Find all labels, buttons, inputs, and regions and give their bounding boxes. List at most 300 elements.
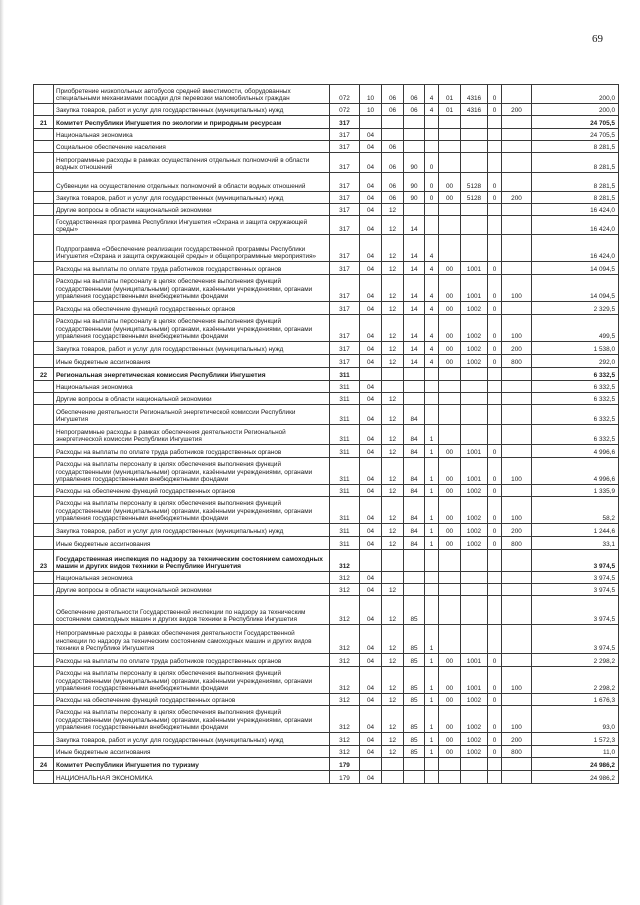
code-subsection: 12	[382, 216, 404, 235]
code-subsection: 12	[382, 425, 404, 445]
code-group	[439, 572, 461, 584]
code-expense-type: 200	[502, 192, 532, 204]
code-subsection: 06	[382, 141, 404, 153]
code-ministry: 311	[330, 445, 360, 458]
code-group	[439, 771, 461, 784]
row-name: Национальная экономика	[54, 381, 330, 393]
row-name: Субвенции на осуществление отдельных полномочий в области водных отношений	[54, 173, 330, 192]
code-section: 04	[360, 625, 382, 654]
code-subprogram: 4	[425, 262, 439, 275]
row-index	[34, 425, 54, 445]
code-expense-type	[502, 204, 532, 216]
table-row	[34, 85, 619, 104]
code-expense-type	[502, 173, 532, 192]
code-expense-type: 200	[502, 342, 532, 355]
row-name: Расходы на обеспечение функций государственных органов	[54, 694, 330, 706]
code-ministry: 311	[330, 524, 360, 537]
code-subprogram: 4	[425, 355, 439, 368]
row-amount: 24 986,2	[532, 771, 619, 784]
row-index	[34, 667, 54, 694]
code-subprogram	[425, 204, 439, 216]
row-name: Комитет Республики Ингушетия по экологии и природным ресурсам	[54, 116, 330, 129]
row-name: Обеспечение деятельности Государственной инспекции по надзору за техническим состоянием самоходных машин и других видов техники в Республике Ингушетия	[54, 596, 330, 625]
code-subprogram: 1	[425, 445, 439, 458]
code-program: 14	[404, 355, 425, 368]
code-section: 04	[360, 572, 382, 584]
row-index	[34, 625, 54, 654]
row-amount: 3 974,5	[532, 550, 619, 572]
code-ministry: 311	[330, 497, 360, 524]
budget-table	[33, 84, 619, 784]
code-ministry: 072	[330, 104, 360, 116]
code-subsection: 12	[382, 584, 404, 596]
code-digit: 0	[488, 497, 502, 524]
code-program: 14	[404, 275, 425, 302]
code-group	[439, 141, 461, 153]
code-ministry: 312	[330, 584, 360, 596]
code-digit: 0	[488, 694, 502, 706]
code-program	[404, 116, 425, 129]
code-group	[439, 381, 461, 393]
row-amount: 14 094,5	[532, 275, 619, 302]
code-group	[439, 625, 461, 654]
code-digit	[488, 129, 502, 141]
code-section: 04	[360, 706, 382, 733]
code-program	[404, 141, 425, 153]
code-ministry: 317	[330, 302, 360, 315]
table-row	[34, 262, 619, 275]
code-program: 85	[404, 706, 425, 733]
row-index	[34, 458, 54, 485]
code-section: 04	[360, 262, 382, 275]
code-program: 14	[404, 262, 425, 275]
code-expense-type: 800	[502, 355, 532, 368]
code-subprogram: 1	[425, 746, 439, 758]
code-ministry: 179	[330, 771, 360, 784]
code-digit: 0	[488, 667, 502, 694]
row-amount: 16 424,0	[532, 216, 619, 235]
code-section: 04	[360, 596, 382, 625]
row-amount: 8 281,5	[532, 173, 619, 192]
code-subprogram	[425, 381, 439, 393]
code-direction	[461, 235, 488, 262]
code-group	[439, 129, 461, 141]
code-direction	[461, 572, 488, 584]
code-subsection: 12	[382, 485, 404, 497]
code-expense-type	[502, 485, 532, 497]
table-row	[34, 216, 619, 235]
row-amount: 3 974,5	[532, 572, 619, 584]
code-program	[404, 381, 425, 393]
row-index	[34, 733, 54, 746]
code-subsection: 12	[382, 342, 404, 355]
code-direction: 4316	[461, 104, 488, 116]
code-direction	[461, 116, 488, 129]
code-expense-type	[502, 85, 532, 104]
code-ministry: 311	[330, 458, 360, 485]
code-digit	[488, 771, 502, 784]
code-group: 00	[439, 537, 461, 550]
code-program: 06	[404, 85, 425, 104]
code-group: 00	[439, 458, 461, 485]
code-subprogram	[425, 596, 439, 625]
table-row	[34, 235, 619, 262]
code-subsection: 12	[382, 537, 404, 550]
code-subprogram: 0	[425, 192, 439, 204]
code-subsection: 12	[382, 355, 404, 368]
row-index	[34, 315, 54, 342]
code-direction	[461, 129, 488, 141]
code-subprogram: 1	[425, 537, 439, 550]
table-row	[34, 141, 619, 153]
code-ministry: 312	[330, 572, 360, 584]
code-section: 04	[360, 235, 382, 262]
code-expense-type	[502, 302, 532, 315]
code-subsection: 12	[382, 405, 404, 425]
row-name: Другие вопросы в области национальной экономики	[54, 204, 330, 216]
code-program	[404, 204, 425, 216]
code-digit: 0	[488, 485, 502, 497]
code-subprogram: 1	[425, 497, 439, 524]
row-index	[34, 355, 54, 368]
table-row	[34, 405, 619, 425]
budget-table-body	[34, 85, 619, 784]
code-group: 00	[439, 667, 461, 694]
table-row	[34, 654, 619, 667]
code-expense-type	[502, 445, 532, 458]
row-name: НАЦИОНАЛЬНАЯ ЭКОНОМИКА	[54, 771, 330, 784]
code-ministry: 311	[330, 485, 360, 497]
row-index	[34, 153, 54, 173]
code-direction	[461, 771, 488, 784]
row-amount: 4 996,6	[532, 458, 619, 485]
code-direction: 1002	[461, 524, 488, 537]
row-index	[34, 381, 54, 393]
code-program: 84	[404, 524, 425, 537]
code-subprogram	[425, 771, 439, 784]
code-direction	[461, 393, 488, 405]
code-subprogram: 4	[425, 85, 439, 104]
code-group	[439, 425, 461, 445]
code-group: 00	[439, 445, 461, 458]
row-name: Закупка товаров, работ и услуг для государственных (муниципальных) нужд	[54, 524, 330, 537]
row-amount: 6 332,5	[532, 425, 619, 445]
code-subprogram	[425, 141, 439, 153]
code-expense-type	[502, 596, 532, 625]
row-index	[34, 572, 54, 584]
code-ministry: 317	[330, 153, 360, 173]
code-section: 04	[360, 694, 382, 706]
code-subsection: 12	[382, 654, 404, 667]
code-digit	[488, 368, 502, 381]
row-amount: 14 094,5	[532, 262, 619, 275]
code-digit	[488, 425, 502, 445]
row-amount: 6 332,5	[532, 381, 619, 393]
row-name: Другие вопросы в области национальной экономики	[54, 584, 330, 596]
row-amount: 200,0	[532, 85, 619, 104]
code-direction: 1002	[461, 302, 488, 315]
row-amount: 2 329,5	[532, 302, 619, 315]
row-name: Расходы на обеспечение функций государственных органов	[54, 485, 330, 497]
code-ministry: 317	[330, 355, 360, 368]
code-group	[439, 153, 461, 173]
code-subsection	[382, 550, 404, 572]
code-group: 00	[439, 173, 461, 192]
code-subprogram	[425, 368, 439, 381]
code-ministry: 317	[330, 204, 360, 216]
code-digit: 0	[488, 275, 502, 302]
code-expense-type	[502, 141, 532, 153]
code-direction: 4316	[461, 85, 488, 104]
code-group	[439, 204, 461, 216]
row-index	[34, 275, 54, 302]
code-expense-type: 200	[502, 104, 532, 116]
table-row	[34, 425, 619, 445]
code-direction	[461, 405, 488, 425]
code-subsection: 06	[382, 153, 404, 173]
code-subsection: 12	[382, 315, 404, 342]
code-group: 00	[439, 485, 461, 497]
code-direction: 1002	[461, 706, 488, 733]
code-subsection: 12	[382, 694, 404, 706]
code-subsection	[382, 572, 404, 584]
row-index	[34, 85, 54, 104]
row-index	[34, 405, 54, 425]
row-amount: 3 974,5	[532, 596, 619, 625]
code-subprogram: 1	[425, 485, 439, 497]
code-direction: 1002	[461, 497, 488, 524]
row-name: Комитет Республики Ингушетия по туризму	[54, 758, 330, 771]
row-index	[34, 342, 54, 355]
row-name: Расходы на выплаты персоналу в целях обеспечения выполнения функций государственными (муниципальными) органами, казёнными учреждениями, органами управления государственными внебюджетными фондами	[54, 275, 330, 302]
code-direction: 1002	[461, 485, 488, 497]
code-expense-type	[502, 654, 532, 667]
code-ministry: 317	[330, 235, 360, 262]
code-expense-type	[502, 425, 532, 445]
code-direction: 1002	[461, 694, 488, 706]
row-name: Непрограммные расходы в рамках обеспечения деятельности Региональной энергетической комиссии Республики Ингушетия	[54, 425, 330, 445]
row-name: Приобретение низкопольных автобусов средней вместимости, оборудованных специальными механизмами посадки для перевозки маломобильных граждан	[54, 85, 330, 104]
code-section: 10	[360, 85, 382, 104]
code-subprogram: 4	[425, 104, 439, 116]
code-direction	[461, 381, 488, 393]
code-direction	[461, 584, 488, 596]
code-expense-type	[502, 584, 532, 596]
code-section: 04	[360, 204, 382, 216]
code-direction: 1001	[461, 275, 488, 302]
table-row	[34, 485, 619, 497]
code-subsection: 12	[382, 445, 404, 458]
code-group: 00	[439, 192, 461, 204]
code-group: 01	[439, 85, 461, 104]
code-digit: 0	[488, 458, 502, 485]
row-index	[34, 596, 54, 625]
code-subprogram	[425, 216, 439, 235]
scan-shadow-edge	[0, 0, 4, 905]
code-section: 04	[360, 524, 382, 537]
code-program	[404, 584, 425, 596]
table-row	[34, 746, 619, 758]
code-subsection: 12	[382, 302, 404, 315]
row-amount: 3 974,5	[532, 625, 619, 654]
row-amount: 24 705,5	[532, 129, 619, 141]
row-index: 22	[34, 368, 54, 381]
code-group: 00	[439, 746, 461, 758]
code-program: 14	[404, 302, 425, 315]
table-row	[34, 537, 619, 550]
row-name: Закупка товаров, работ и услуг для государственных (муниципальных) нужд	[54, 104, 330, 116]
code-group	[439, 116, 461, 129]
code-direction: 1002	[461, 746, 488, 758]
row-amount: 11,0	[532, 746, 619, 758]
row-index	[34, 216, 54, 235]
row-name: Государственная программа Республики Ингушетия «Охрана и защита окружающей среды»	[54, 216, 330, 235]
row-amount: 33,1	[532, 537, 619, 550]
row-amount: 6 332,5	[532, 405, 619, 425]
row-amount: 8 281,5	[532, 141, 619, 153]
code-direction	[461, 204, 488, 216]
row-amount: 1 335,9	[532, 485, 619, 497]
code-group: 01	[439, 104, 461, 116]
code-group: 00	[439, 694, 461, 706]
row-name: Иные бюджетные ассигнования	[54, 746, 330, 758]
table-row	[34, 584, 619, 596]
code-section: 04	[360, 173, 382, 192]
code-section: 04	[360, 129, 382, 141]
code-group: 00	[439, 275, 461, 302]
code-expense-type: 800	[502, 746, 532, 758]
row-amount: 24 986,2	[532, 758, 619, 771]
code-digit: 0	[488, 192, 502, 204]
code-subsection	[382, 771, 404, 784]
code-digit	[488, 584, 502, 596]
table-row	[34, 758, 619, 771]
code-digit: 0	[488, 706, 502, 733]
code-group: 00	[439, 262, 461, 275]
code-digit	[488, 153, 502, 173]
code-expense-type	[502, 368, 532, 381]
row-name: Другие вопросы в области национальной экономики	[54, 393, 330, 405]
code-direction: 1001	[461, 262, 488, 275]
code-digit: 0	[488, 654, 502, 667]
code-ministry: 311	[330, 425, 360, 445]
row-name: Расходы на выплаты персоналу в целях обеспечения выполнения функций государственными (муниципальными) органами, казёнными учреждениями, органами управления государственными внебюджетными фондами	[54, 315, 330, 342]
code-ministry: 317	[330, 275, 360, 302]
code-direction: 1002	[461, 342, 488, 355]
code-subsection	[382, 758, 404, 771]
code-digit: 0	[488, 302, 502, 315]
table-row	[34, 393, 619, 405]
code-group: 00	[439, 342, 461, 355]
row-index	[34, 694, 54, 706]
code-section: 04	[360, 192, 382, 204]
table-row	[34, 771, 619, 784]
code-subsection	[382, 368, 404, 381]
table-row	[34, 302, 619, 315]
row-index	[34, 746, 54, 758]
row-amount: 2 298,2	[532, 667, 619, 694]
table-row	[34, 315, 619, 342]
code-ministry: 312	[330, 694, 360, 706]
table-row	[34, 368, 619, 381]
row-name: Региональная энергетическая комиссия Республики Ингушетия	[54, 368, 330, 381]
row-index	[34, 445, 54, 458]
code-subsection: 12	[382, 596, 404, 625]
code-direction	[461, 425, 488, 445]
code-direction: 1002	[461, 733, 488, 746]
code-expense-type	[502, 694, 532, 706]
row-amount: 200,0	[532, 104, 619, 116]
code-expense-type	[502, 393, 532, 405]
code-digit	[488, 141, 502, 153]
code-group	[439, 584, 461, 596]
code-subsection	[382, 129, 404, 141]
code-subsection: 12	[382, 746, 404, 758]
code-section: 04	[360, 537, 382, 550]
code-digit	[488, 550, 502, 572]
code-expense-type: 100	[502, 275, 532, 302]
row-name: Расходы на обеспечение функций государственных органов	[54, 302, 330, 315]
code-digit: 0	[488, 355, 502, 368]
code-program: 84	[404, 458, 425, 485]
code-section	[360, 368, 382, 381]
row-amount: 16 424,0	[532, 235, 619, 262]
code-subprogram: 1	[425, 524, 439, 537]
table-row	[34, 667, 619, 694]
code-section: 04	[360, 141, 382, 153]
code-subprogram: 1	[425, 706, 439, 733]
code-program: 85	[404, 654, 425, 667]
code-subsection: 06	[382, 192, 404, 204]
code-program: 84	[404, 497, 425, 524]
code-expense-type: 800	[502, 537, 532, 550]
code-section: 04	[360, 275, 382, 302]
row-name: Непрограммные расходы в рамках обеспечения деятельности Государственной инспекции по надзору за техническим состоянием самоходных машин и других видов техники в Республике Ингушетия	[54, 625, 330, 654]
code-section: 04	[360, 654, 382, 667]
row-amount: 6 332,5	[532, 368, 619, 381]
code-section: 04	[360, 355, 382, 368]
row-name: Подпрограмма «Обеспечение реализации государственной программы Республики Ингушетия «Охрана и защита окружающей среды» и общепрограммные мероприятия»	[54, 235, 330, 262]
row-index	[34, 524, 54, 537]
code-direction	[461, 758, 488, 771]
code-subsection	[382, 116, 404, 129]
code-expense-type: 100	[502, 667, 532, 694]
code-group: 00	[439, 706, 461, 733]
code-direction	[461, 216, 488, 235]
row-amount: 24 705,5	[532, 116, 619, 129]
code-program: 85	[404, 625, 425, 654]
code-ministry: 311	[330, 537, 360, 550]
code-expense-type	[502, 405, 532, 425]
code-expense-type	[502, 216, 532, 235]
code-ministry: 312	[330, 706, 360, 733]
code-section: 04	[360, 315, 382, 342]
page-number: 69	[592, 33, 603, 45]
code-section	[360, 116, 382, 129]
row-name: Расходы на выплаты персоналу в целях обеспечения выполнения функций государственными (муниципальными) органами, казёнными учреждениями, органами управления государственными внебюджетными фондами	[54, 458, 330, 485]
row-name: Непрограммные расходы в рамках осуществления отдельных полномочий в области водных отношений	[54, 153, 330, 173]
table-row	[34, 497, 619, 524]
row-name: Закупка товаров, работ и услуг для государственных (муниципальных) нужд	[54, 733, 330, 746]
code-group: 00	[439, 355, 461, 368]
table-row	[34, 596, 619, 625]
code-program	[404, 393, 425, 405]
code-subsection: 06	[382, 85, 404, 104]
code-ministry: 072	[330, 85, 360, 104]
code-group	[439, 550, 461, 572]
code-program: 85	[404, 596, 425, 625]
code-ministry: 312	[330, 550, 360, 572]
